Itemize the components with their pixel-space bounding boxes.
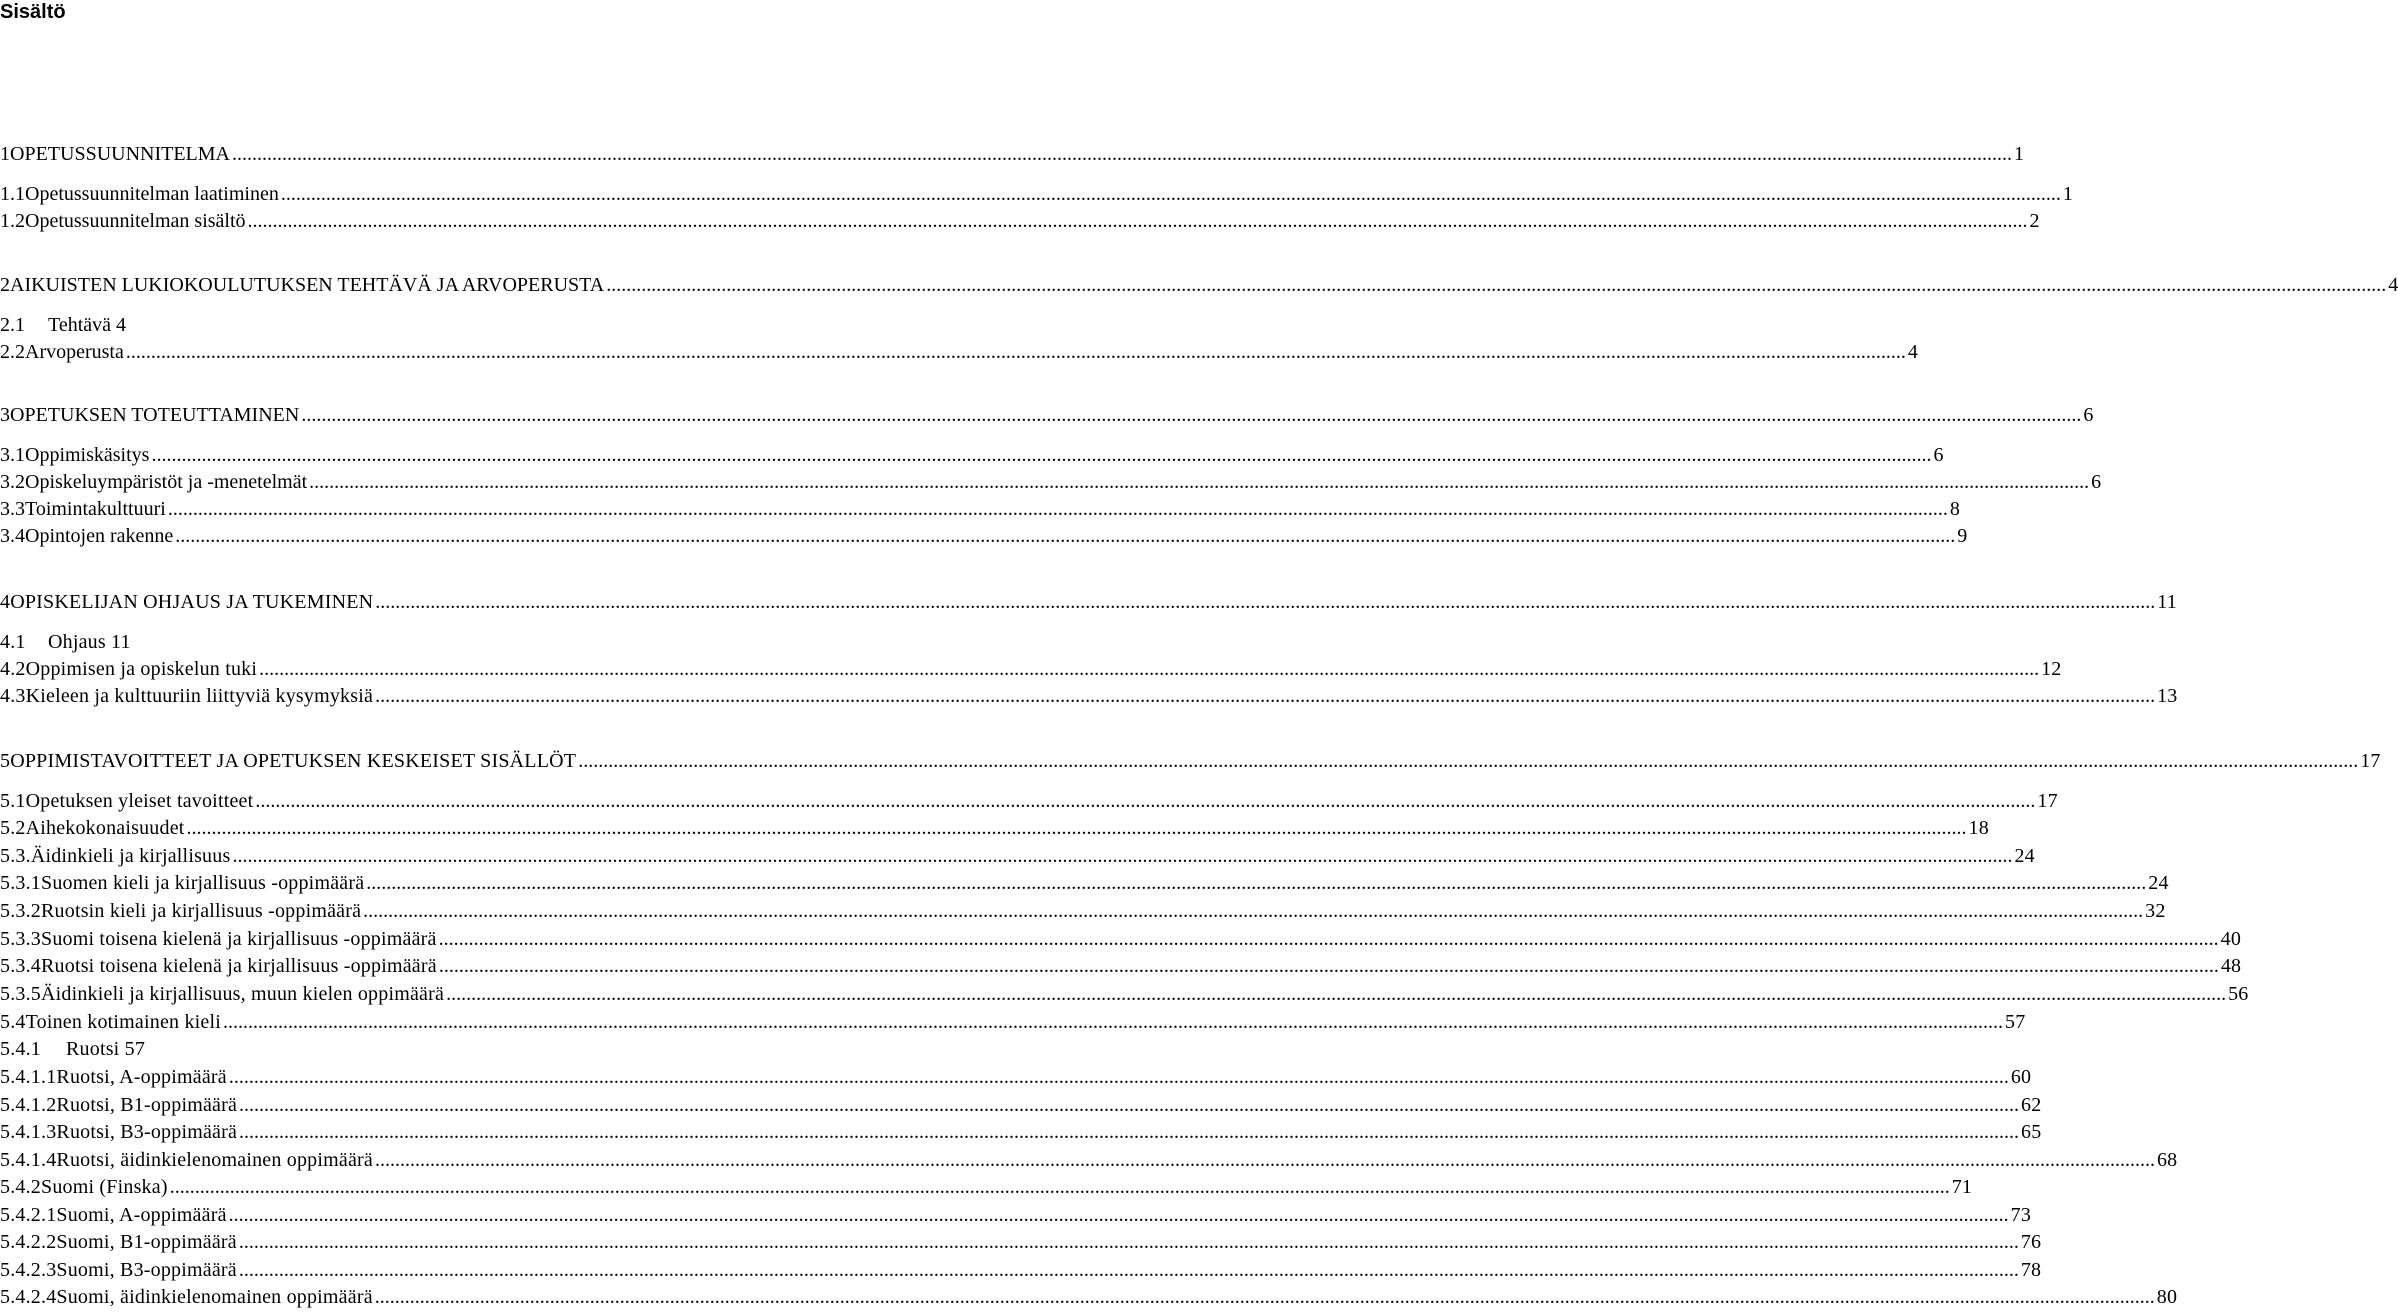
- toc-leader: [239, 1119, 2019, 1145]
- toc-entry[interactable]: [0, 815, 1989, 841]
- toc-entry-page: 80: [2156, 1286, 2178, 1308]
- toc-entry-number: 5.4.2.1: [0, 1204, 57, 1226]
- toc-leader: [175, 523, 1955, 549]
- toc-leader: [232, 843, 2012, 869]
- toc-entry-number: 2: [0, 274, 10, 296]
- toc-entry-title: Äidinkieli ja kirjallisuus, muun kielen oppimäärä: [41, 983, 445, 1005]
- toc-entry[interactable]: [0, 1147, 2178, 1173]
- toc-leader: [239, 1229, 2019, 1255]
- toc-entry-title: OPISKELIJAN OHJAUS JA TUKEMINEN: [10, 591, 374, 613]
- toc-entry-title: Oppimisen ja opiskelun tuki: [25, 658, 258, 680]
- toc-entry-title: Oppimiskäsitys: [25, 444, 150, 466]
- toc-entry-page: 8: [1949, 498, 1960, 520]
- toc-entry-title: Suomi, B1-oppimäärä: [56, 1231, 237, 1253]
- toc-entry-title: Suomi, B3-oppimäärä: [56, 1259, 237, 1281]
- toc-entry-page: 56: [2228, 983, 2249, 1005]
- toc-entry-title: Ruotsi, B3-oppimäärä: [56, 1121, 238, 1143]
- toc-entry-page: 48: [2220, 955, 2242, 977]
- toc-entry-title: Opiskeluympäristöt ja -menetelmät: [25, 471, 308, 493]
- toc-entry-title: Arvoperusta: [25, 341, 124, 363]
- toc-entry-number: 5.4.2.4: [0, 1286, 57, 1308]
- toc-leader: [301, 402, 2081, 428]
- toc-leader: [248, 208, 2028, 234]
- toc-entry-number: 5.4.1: [0, 1038, 41, 1060]
- toc-leader: [446, 981, 2226, 1007]
- toc-entry[interactable]: [0, 496, 1960, 522]
- toc-leader: [366, 870, 2146, 896]
- page-title: Sisältö: [0, 1, 66, 23]
- toc-entry[interactable]: [0, 1174, 1973, 1200]
- toc-entry-title: OPPIMISTAVOITTEET JA OPETUKSEN KESKEISET SISÄLLÖT: [10, 750, 577, 772]
- toc-leader: [170, 1174, 1950, 1200]
- toc-leader: [239, 1092, 2019, 1118]
- toc-entry-page: 6: [1933, 444, 1944, 466]
- toc-entry[interactable]: [0, 181, 2073, 207]
- toc-entry-page: 71: [1951, 1176, 1973, 1198]
- toc-leader: [229, 1064, 2009, 1090]
- toc-leader: [363, 898, 2143, 924]
- toc-entry-title: OPETUKSEN TOTEUTTAMINEN: [10, 404, 300, 426]
- toc-leader: [151, 442, 1931, 468]
- toc-entry-number: 3.2: [0, 471, 25, 493]
- toc-entry[interactable]: [0, 1009, 2026, 1035]
- toc-entry-page: 9: [1957, 525, 1968, 547]
- toc-entry-page: 40: [2220, 928, 2242, 950]
- toc-entry-number: 3.3: [0, 498, 25, 520]
- toc-entry[interactable]: [0, 1092, 2042, 1118]
- toc-entry-number: 5.4.2.2: [0, 1231, 57, 1253]
- toc-entry-page: 73: [2010, 1204, 2032, 1226]
- toc-entry-title: Suomi, äidinkielenomainen oppimäärä: [56, 1286, 373, 1308]
- toc-entry-page: 62: [2021, 1094, 2042, 1116]
- toc-entry-title: Opetussuunnitelman sisältö: [25, 210, 246, 232]
- toc-entry-number: 5.4.2.3: [0, 1259, 57, 1281]
- toc-entry-title: Ruotsin kieli ja kirjallisuus -oppimäärä: [41, 900, 362, 922]
- toc-entry-title: Ohjaus 11: [48, 631, 131, 653]
- toc-entry-page: 57: [2005, 1011, 2026, 1033]
- toc-entry-number: 4.1: [0, 631, 26, 653]
- toc-entry-page: 65: [2021, 1121, 2042, 1143]
- toc-entry-number: 1.2: [0, 210, 25, 232]
- toc-leader: [239, 1257, 2019, 1283]
- toc-entry-title: Ruotsi, A-oppimäärä: [56, 1066, 227, 1088]
- toc-entry-page: 32: [2145, 900, 2166, 922]
- toc-leader: [309, 469, 2089, 495]
- toc-entry-number: 5.4.1.4: [0, 1149, 57, 1171]
- toc-entry-title: Aihekokonaisuudet: [25, 817, 185, 839]
- toc-entry[interactable]: [0, 926, 2242, 952]
- toc-entry[interactable]: [0, 1257, 2042, 1283]
- toc-entry-number: 5.3.5: [0, 983, 41, 1005]
- toc-entry-number: 5.3.: [0, 845, 31, 867]
- toc-entry-number: 5.4.1.2: [0, 1094, 57, 1116]
- toc-entry[interactable]: [0, 402, 2094, 428]
- toc-entry-page: 11: [2157, 591, 2177, 613]
- toc-leader: [606, 272, 2386, 298]
- toc-entry-page: 24: [2148, 872, 2169, 894]
- toc-entry[interactable]: [0, 629, 400, 655]
- toc-entry[interactable]: [0, 898, 2166, 924]
- toc-leader: [232, 141, 2012, 167]
- toc-entry-page: 17: [2360, 750, 2381, 772]
- toc-entry-title: Ruotsi toisena kielenä ja kirjallisuus -oppimäärä: [41, 955, 437, 977]
- toc-leader: [578, 748, 2358, 774]
- toc-entry-title: Opetuksen yleiset tavoitteet: [25, 790, 254, 812]
- toc-entry-page: 17: [2037, 790, 2058, 812]
- toc-entry-number: 5.4.1.3: [0, 1121, 57, 1143]
- toc-leader: [375, 589, 2155, 615]
- toc-entry[interactable]: [0, 981, 2249, 1007]
- toc-leader: [168, 496, 1948, 522]
- toc-leader: [375, 1284, 2155, 1310]
- toc-entry-title: Ruotsi 57: [66, 1038, 146, 1060]
- toc-entry-number: 1: [0, 143, 10, 165]
- toc-entry[interactable]: [0, 953, 2242, 979]
- toc-leader: [259, 656, 2039, 682]
- toc-entry[interactable]: [0, 1229, 2042, 1255]
- toc-entry[interactable]: [0, 312, 400, 338]
- toc-entry-page: 1: [2062, 183, 2073, 205]
- toc-entry-number: 5.3.2: [0, 900, 41, 922]
- toc-entry-page: 13: [2157, 685, 2178, 707]
- toc-entry-page: 1: [2014, 143, 2024, 165]
- toc-entry[interactable]: [0, 339, 1918, 365]
- toc-entry-title: Suomi, A-oppimäärä: [56, 1204, 227, 1226]
- toc-entry-title: Suomen kieli ja kirjallisuus -oppimäärä: [41, 872, 365, 894]
- toc-entry-title: Suomi toisena kielenä ja kirjallisuus -oppimäärä: [41, 928, 437, 950]
- toc-entry-page: 78: [2020, 1259, 2042, 1281]
- toc-entry-number: 5.2: [0, 817, 26, 839]
- toc-leader: [375, 1147, 2155, 1173]
- toc-entry[interactable]: [0, 523, 1968, 549]
- toc-entry-number: 2.2: [0, 341, 25, 363]
- toc-entry-number: 4: [0, 591, 11, 613]
- toc-entry[interactable]: [0, 748, 2381, 774]
- toc-entry[interactable]: [0, 1036, 400, 1062]
- toc-leader: [255, 788, 2035, 814]
- toc-entry[interactable]: [0, 843, 2035, 869]
- toc-entry-page: 6: [2083, 404, 2094, 426]
- toc-leader: [375, 683, 2155, 709]
- toc-leader: [126, 339, 1906, 365]
- toc-leader: [439, 953, 2219, 979]
- toc-entry[interactable]: [0, 870, 2169, 896]
- toc-entry-number: 5: [0, 750, 11, 772]
- toc-entry-title: AIKUISTEN LUKIOKOULUTUKSEN TEHTÄVÄ JA ARVOPERUSTA: [10, 274, 605, 296]
- toc-entry-title: Opetussuunnitelman laatiminen: [25, 183, 279, 205]
- toc-entry[interactable]: [0, 788, 2058, 814]
- toc-entry-title: Äidinkieli ja kirjallisuus: [30, 845, 231, 867]
- toc-entry-number: 3.1: [0, 444, 25, 466]
- toc-entry-number: 4.2: [0, 658, 26, 680]
- toc-entry[interactable]: [0, 1284, 2178, 1310]
- toc-entry-title: Ruotsi, äidinkielenomainen oppimäärä: [56, 1149, 373, 1171]
- toc-entry[interactable]: [0, 683, 2178, 709]
- toc-entry[interactable]: [0, 141, 2024, 167]
- toc-entry-page: 12: [2041, 658, 2062, 680]
- toc-entry-number: 1.1: [0, 183, 25, 205]
- toc-entry-title: Toinen kotimainen kieli: [25, 1011, 221, 1033]
- toc-entry[interactable]: [0, 272, 2398, 298]
- toc-entry[interactable]: [0, 1202, 2032, 1228]
- toc-entry-page: 4: [2388, 274, 2398, 296]
- toc-entry-number: 4.3: [0, 685, 26, 707]
- toc-leader: [223, 1009, 2003, 1035]
- toc-entry-number: 5.3.1: [0, 872, 41, 894]
- toc-entry-page: 6: [2091, 471, 2102, 493]
- toc-entry-page: 24: [2014, 845, 2035, 867]
- toc-entry[interactable]: [0, 208, 2040, 234]
- toc-entry-page: 4: [1907, 341, 1918, 363]
- toc-entry-page: 60: [2010, 1066, 2032, 1088]
- toc-entry[interactable]: [0, 656, 2062, 682]
- toc-entry-title: Opintojen rakenne: [25, 525, 174, 547]
- toc-entry-title: OPETUSSUUNNITELMA: [10, 143, 230, 165]
- toc-entry-number: 5.4.1.1: [0, 1066, 57, 1088]
- toc-entry-page: 68: [2156, 1149, 2178, 1171]
- toc-entry-title: Toimintakulttuuri: [25, 498, 166, 520]
- toc-entry-title: Ruotsi, B1-oppimäärä: [56, 1094, 238, 1116]
- toc-entry-page: 18: [1968, 817, 1989, 839]
- toc-leader: [229, 1202, 2009, 1228]
- toc-entry[interactable]: [0, 442, 1944, 468]
- toc-entry-number: 5.3.4: [0, 955, 41, 977]
- toc-entry-number: 5.3.3: [0, 928, 41, 950]
- toc-entry[interactable]: [0, 589, 2177, 615]
- toc-leader: [281, 181, 2061, 207]
- toc-entry-number: 2.1: [0, 314, 25, 336]
- toc-leader: [439, 926, 2219, 952]
- toc-entry-title: Suomi (Finska): [41, 1176, 168, 1198]
- toc-entry-title: Tehtävä 4: [48, 314, 127, 336]
- toc-entry-number: 3: [0, 404, 10, 426]
- toc-entry-page: 76: [2020, 1231, 2042, 1253]
- toc-leader: [187, 815, 1967, 841]
- toc-entry-page: 2: [2029, 210, 2040, 232]
- toc-entry-title: Kieleen ja kulttuuriin liittyviä kysymyksiä: [25, 685, 374, 707]
- toc-entry-number: 3.4: [0, 525, 25, 547]
- toc-entry[interactable]: [0, 1064, 2032, 1090]
- toc-entry[interactable]: [0, 469, 2102, 495]
- toc-entry-number: 5.4.2: [0, 1176, 41, 1198]
- toc-entry-number: 5.4: [0, 1011, 26, 1033]
- toc-entry-number: 5.1: [0, 790, 26, 812]
- toc-entry[interactable]: [0, 1119, 2042, 1145]
